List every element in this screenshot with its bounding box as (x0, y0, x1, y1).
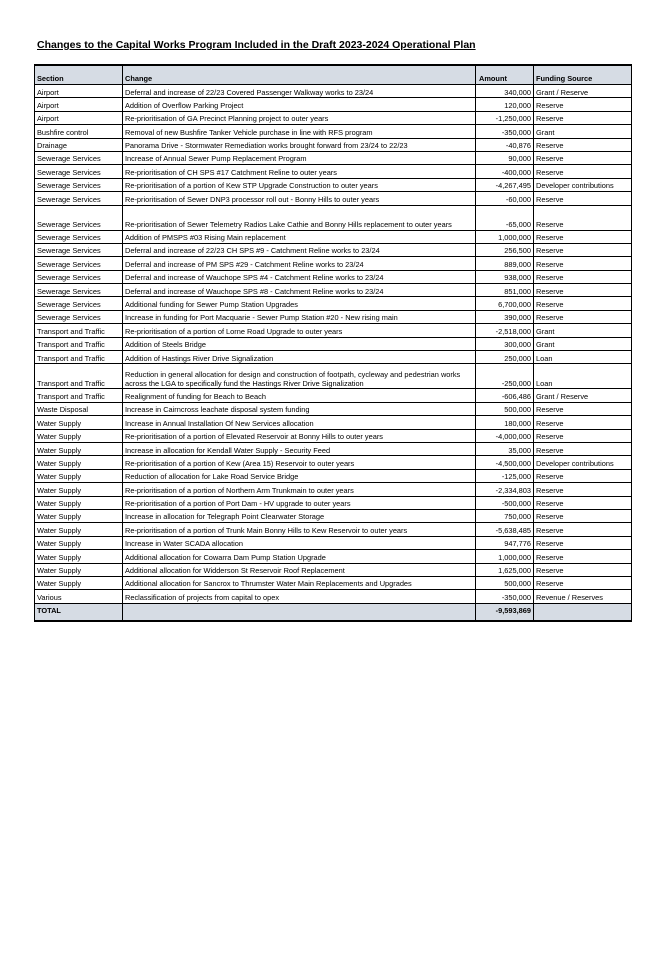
funding-source-cell: Reserve (534, 165, 632, 178)
funding-source-cell: Grant / Reserve (534, 389, 632, 402)
total-label: TOTAL (35, 603, 123, 621)
change-cell: Reclassification of projects from capital to opex (123, 590, 476, 603)
table-row (35, 284, 632, 297)
section-cell: Water Supply (35, 469, 123, 482)
table-row (35, 496, 632, 509)
funding-source-cell: Reserve (534, 442, 632, 455)
section-cell: Transport and Traffic (35, 364, 123, 389)
section-cell: Sewerage Services (35, 257, 123, 270)
funding-source-cell: Reserve (534, 416, 632, 429)
amount-cell: 120,000 (476, 98, 534, 111)
change-cell: Increase in Annual Installation Of New Services allocation (123, 416, 476, 429)
section-cell: Water Supply (35, 456, 123, 469)
amount-cell: 938,000 (476, 270, 534, 283)
funding-source-cell: Reserve (534, 496, 632, 509)
funding-source-cell: Grant (534, 125, 632, 138)
section-cell: Water Supply (35, 576, 123, 589)
table-row (35, 178, 632, 191)
table-row (35, 337, 632, 350)
amount-cell: 250,000 (476, 351, 534, 364)
table-row (35, 416, 632, 429)
table-row (35, 192, 632, 205)
funding-source-cell: Reserve (534, 576, 632, 589)
change-cell: Additional allocation for Sancrox to Thrumster Water Main Replacements and Upgrades (123, 576, 476, 589)
funding-source-cell: Reserve (534, 297, 632, 310)
table-row (35, 550, 632, 563)
column-header-funding-source: Funding Source (534, 65, 632, 85)
funding-source-cell: Reserve (534, 151, 632, 164)
table-row (35, 364, 632, 389)
amount-cell: 390,000 (476, 310, 534, 323)
table-row (35, 205, 632, 230)
table-row (35, 523, 632, 536)
amount-cell: -40,876 (476, 138, 534, 151)
amount-cell: 256,500 (476, 243, 534, 256)
funding-source-cell: Loan (534, 364, 632, 389)
funding-source-cell: Developer contributions (534, 456, 632, 469)
table-row (35, 310, 632, 323)
section-cell: Sewerage Services (35, 284, 123, 297)
table-row (35, 402, 632, 415)
change-cell: Re-prioritisation of a portion of Lorne Road Upgrade to outer years (123, 324, 476, 337)
table-row (35, 456, 632, 469)
funding-source-cell: Reserve (534, 111, 632, 124)
change-cell: Removal of new Bushfire Tanker Vehicle purchase in line with RFS program (123, 125, 476, 138)
amount-cell: -250,000 (476, 364, 534, 389)
table-row (35, 85, 632, 98)
change-cell: Panorama Drive - Stormwater Remediation works brought forward from 23/24 to 22/23 (123, 138, 476, 151)
section-cell: Airport (35, 85, 123, 98)
change-cell: Increase of Annual Sewer Pump Replacement Program (123, 151, 476, 164)
change-cell: Reduction of allocation for Lake Road Service Bridge (123, 469, 476, 482)
change-cell: Deferral and increase of 22/23 CH SPS #9 - Catchment Reline works to 23/24 (123, 243, 476, 256)
section-cell: Water Supply (35, 442, 123, 455)
change-cell: Reduction in general allocation for design and construction of footpath, cycleway and pedestrian works across the LGA to specifically fund the Hastings River Drive Signalization (123, 364, 476, 389)
section-cell: Water Supply (35, 563, 123, 576)
amount-cell: -4,000,000 (476, 429, 534, 442)
change-cell: Additional allocation for Cowarra Dam Pump Station Upgrade (123, 550, 476, 563)
table-row (35, 151, 632, 164)
table-row (35, 590, 632, 603)
section-cell: Sewerage Services (35, 270, 123, 283)
section-cell: Water Supply (35, 536, 123, 549)
total-row (35, 603, 632, 621)
funding-source-cell: Loan (534, 351, 632, 364)
table-row (35, 509, 632, 522)
table-row (35, 429, 632, 442)
funding-source-cell: Reserve (534, 310, 632, 323)
amount-cell: 889,000 (476, 257, 534, 270)
funding-source-cell: Reserve (534, 284, 632, 297)
section-cell: Sewerage Services (35, 165, 123, 178)
amount-cell: 947,776 (476, 536, 534, 549)
amount-cell: 6,700,000 (476, 297, 534, 310)
funding-source-cell: Reserve (534, 469, 632, 482)
section-cell: Transport and Traffic (35, 389, 123, 402)
section-cell: Transport and Traffic (35, 324, 123, 337)
change-cell: Additional allocation for Widderson St Reservoir Roof Replacement (123, 563, 476, 576)
amount-cell: 1,000,000 (476, 230, 534, 243)
table-row (35, 576, 632, 589)
change-cell: Increase in allocation for Telegraph Point Clearwater Storage (123, 509, 476, 522)
section-cell: Sewerage Services (35, 230, 123, 243)
table-row (35, 483, 632, 496)
section-cell: Airport (35, 98, 123, 111)
section-cell: Sewerage Services (35, 151, 123, 164)
section-cell: Water Supply (35, 429, 123, 442)
funding-source-cell: Reserve (534, 98, 632, 111)
amount-cell: -1,250,000 (476, 111, 534, 124)
total-change-empty (123, 603, 476, 621)
section-cell: Sewerage Services (35, 192, 123, 205)
amount-cell: -500,000 (476, 496, 534, 509)
amount-cell: -2,334,803 (476, 483, 534, 496)
table-row (35, 351, 632, 364)
amount-cell: -350,000 (476, 125, 534, 138)
section-cell: Drainage (35, 138, 123, 151)
amount-cell: 340,000 (476, 85, 534, 98)
column-header-section: Section (35, 65, 123, 85)
amount-cell: -65,000 (476, 205, 534, 230)
funding-source-cell: Reserve (534, 402, 632, 415)
table-header-row (35, 65, 632, 85)
funding-source-cell: Reserve (534, 257, 632, 270)
section-cell: Water Supply (35, 496, 123, 509)
change-cell: Increase in Water SCADA allocation (123, 536, 476, 549)
change-cell: Increase in funding for Port Macquarie - Sewer Pump Station #20 - New rising main (123, 310, 476, 323)
funding-source-cell: Reserve (534, 230, 632, 243)
change-cell: Deferral and increase of 22/23 Covered Passenger Walkway works to 23/24 (123, 85, 476, 98)
section-cell: Water Supply (35, 483, 123, 496)
table-row (35, 230, 632, 243)
change-cell: Additional funding for Sewer Pump Station Upgrades (123, 297, 476, 310)
section-cell: Sewerage Services (35, 178, 123, 191)
section-cell: Transport and Traffic (35, 351, 123, 364)
change-cell: Deferral and increase of Wauchope SPS #4 - Catchment Reline works to 23/24 (123, 270, 476, 283)
column-header-amount: Amount (476, 65, 534, 85)
amount-cell: 90,000 (476, 151, 534, 164)
table-row (35, 98, 632, 111)
change-cell: Realignment of funding for Beach to Beach (123, 389, 476, 402)
funding-source-cell: Developer contributions (534, 178, 632, 191)
table-body (35, 85, 632, 604)
amount-cell: -350,000 (476, 590, 534, 603)
section-cell: Waste Disposal (35, 402, 123, 415)
funding-source-cell: Reserve (534, 429, 632, 442)
funding-source-cell: Reserve (534, 192, 632, 205)
table-row (35, 270, 632, 283)
amount-cell: 35,000 (476, 442, 534, 455)
funding-source-cell: Reserve (534, 138, 632, 151)
section-cell: Water Supply (35, 550, 123, 563)
section-cell: Airport (35, 111, 123, 124)
amount-cell: 1,625,000 (476, 563, 534, 576)
table-row (35, 536, 632, 549)
table-row (35, 324, 632, 337)
total-funding-empty (534, 603, 632, 621)
total-amount: -9,593,869 (476, 603, 534, 621)
funding-source-cell: Reserve (534, 509, 632, 522)
table-row (35, 469, 632, 482)
change-cell: Addition of PMSPS #03 Rising Main replacement (123, 230, 476, 243)
table-row (35, 563, 632, 576)
change-cell: Addition of Hastings River Drive Signalization (123, 351, 476, 364)
funding-source-cell: Reserve (534, 243, 632, 256)
change-cell: Increase in allocation for Kendall Water Supply - Security Feed (123, 442, 476, 455)
section-cell: Water Supply (35, 523, 123, 536)
amount-cell: -5,638,485 (476, 523, 534, 536)
table-row (35, 165, 632, 178)
amount-cell: 851,000 (476, 284, 534, 297)
funding-source-cell: Reserve (534, 205, 632, 230)
section-cell: Transport and Traffic (35, 337, 123, 350)
amount-cell: -2,518,000 (476, 324, 534, 337)
change-cell: Re-prioritisation of a portion of Northern Arm Trunkmain to outer years (123, 483, 476, 496)
amount-cell: 300,000 (476, 337, 534, 350)
change-cell: Re-prioritisation of a portion of Kew (Area 15) Reservoir to outer years (123, 456, 476, 469)
funding-source-cell: Grant (534, 324, 632, 337)
table-row (35, 389, 632, 402)
change-cell: Deferral and increase of PM SPS #29 - Catchment Reline works to 23/24 (123, 257, 476, 270)
table-row (35, 243, 632, 256)
page-title: Changes to the Capital Works Program Included in the Draft 2023-2024 Operational Plan (37, 39, 476, 51)
amount-cell: -4,267,495 (476, 178, 534, 191)
table-row (35, 138, 632, 151)
funding-source-cell: Reserve (534, 270, 632, 283)
change-cell: Re-prioritisation of Sewer Telemetry Radios Lake Cathie and Bonny Hills replacement to outer years (123, 205, 476, 230)
table-row (35, 257, 632, 270)
section-cell: Water Supply (35, 416, 123, 429)
table-row (35, 111, 632, 124)
table-row (35, 125, 632, 138)
change-cell: Increase in Cairncross leachate disposal system funding (123, 402, 476, 415)
amount-cell: -60,000 (476, 192, 534, 205)
change-cell: Re-prioritisation of GA Precinct Planning project to outer years (123, 111, 476, 124)
section-cell: Various (35, 590, 123, 603)
section-cell: Sewerage Services (35, 243, 123, 256)
section-cell: Water Supply (35, 509, 123, 522)
amount-cell: -125,000 (476, 469, 534, 482)
section-cell: Bushfire control (35, 125, 123, 138)
amount-cell: 750,000 (476, 509, 534, 522)
change-cell: Deferral and increase of Wauchope SPS #8 - Catchment Reline works to 23/24 (123, 284, 476, 297)
section-cell: Sewerage Services (35, 205, 123, 230)
change-cell: Re-prioritisation of a portion of Kew STP Upgrade Construction to outer years (123, 178, 476, 191)
funding-source-cell: Grant / Reserve (534, 85, 632, 98)
section-cell: Sewerage Services (35, 297, 123, 310)
change-cell: Addition of Overflow Parking Project (123, 98, 476, 111)
change-cell: Re-prioritisation of Sewer DNP3 processor roll out - Bonny Hills to outer years (123, 192, 476, 205)
capital-works-changes-table (34, 64, 632, 622)
change-cell: Addition of Steels Bridge (123, 337, 476, 350)
amount-cell: 180,000 (476, 416, 534, 429)
funding-source-cell: Reserve (534, 550, 632, 563)
amount-cell: 500,000 (476, 576, 534, 589)
table-row (35, 297, 632, 310)
change-cell: Re-prioritisation of a portion of Trunk Main Bonny Hills to Kew Reservoir to outer years (123, 523, 476, 536)
funding-source-cell: Reserve (534, 523, 632, 536)
funding-source-cell: Revenue / Reserves (534, 590, 632, 603)
funding-source-cell: Reserve (534, 563, 632, 576)
change-cell: Re-prioritisation of a portion of Port Dam - HV upgrade to outer years (123, 496, 476, 509)
amount-cell: -606,486 (476, 389, 534, 402)
funding-source-cell: Reserve (534, 536, 632, 549)
funding-source-cell: Reserve (534, 483, 632, 496)
column-header-change: Change (123, 65, 476, 85)
change-cell: Re-prioritisation of CH SPS #17 Catchment Reline to outer years (123, 165, 476, 178)
amount-cell: -400,000 (476, 165, 534, 178)
funding-source-cell: Grant (534, 337, 632, 350)
amount-cell: 500,000 (476, 402, 534, 415)
amount-cell: 1,000,000 (476, 550, 534, 563)
amount-cell: -4,500,000 (476, 456, 534, 469)
table-row (35, 442, 632, 455)
change-cell: Re-prioritisation of a portion of Elevated Reservoir at Bonny Hills to outer years (123, 429, 476, 442)
section-cell: Sewerage Services (35, 310, 123, 323)
